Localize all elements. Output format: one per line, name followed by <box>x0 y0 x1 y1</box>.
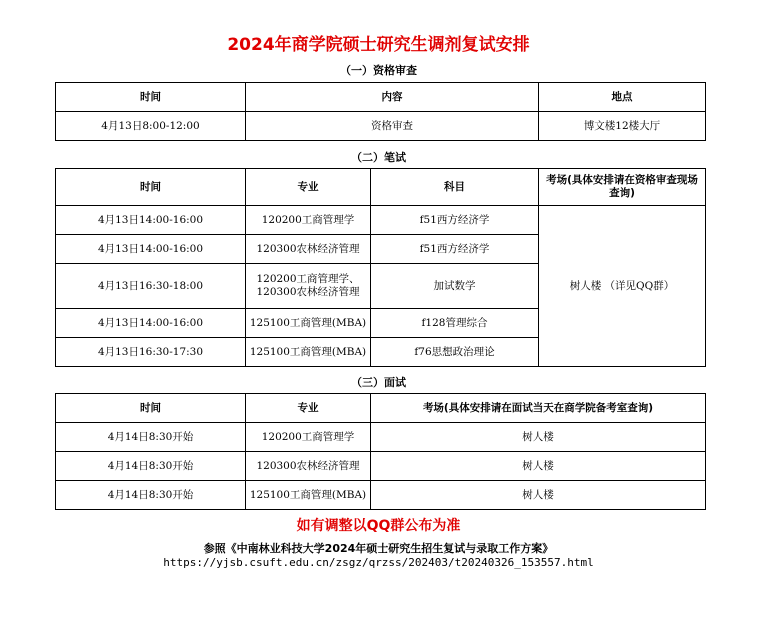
reference-line: 参照《中南林业科技大学2024年硕士研究生招生复试与录取工作方案》 <box>203 542 554 555</box>
cell-content: 资格审查 <box>246 112 539 141</box>
cell-subject: f51西方经济学 <box>371 235 539 264</box>
section-heading-qualification: （一）资格审查 <box>340 64 417 77</box>
header-major: 专业 <box>246 394 371 423</box>
header-venue: 考场(具体安排请在资格审查现场查询) <box>539 169 706 206</box>
cell-location: 博文楼12楼大厅 <box>539 112 706 141</box>
cell-venue: 树人楼 <box>371 481 706 510</box>
cell-major: 125100工商管理(MBA) <box>246 481 371 510</box>
cell-major: 120300农林经济管理 <box>246 235 371 264</box>
cell-major: 120200工商管理学 <box>246 206 371 235</box>
cell-subject: f51西方经济学 <box>371 206 539 235</box>
interview-table <box>55 393 706 510</box>
table-header-row <box>56 169 706 206</box>
table-row <box>56 423 706 452</box>
section-heading-interview: （三）面试 <box>351 376 406 389</box>
cell-subject: f128管理综合 <box>371 309 539 338</box>
cell-major: 125100工商管理(MBA) <box>246 309 371 338</box>
header-venue: 考场(具体安排请在面试当天在商学院备考室查询) <box>371 394 706 423</box>
cell-time: 4月13日14:00-16:00 <box>56 309 246 338</box>
cell-time: 4月13日16:30-17:30 <box>56 338 246 367</box>
header-time: 时间 <box>56 394 246 423</box>
adjustment-note: 如有调整以QQ群公布为准 <box>296 518 461 534</box>
cell-major: 120200工商管理学、120300农林经济管理 <box>246 264 371 309</box>
table-header-row <box>56 394 706 423</box>
table-header-row <box>56 83 706 112</box>
cell-time: 4月14日8:30开始 <box>56 481 246 510</box>
cell-time: 4月13日8:00-12:00 <box>56 112 246 141</box>
cell-time: 4月13日14:00-16:00 <box>56 206 246 235</box>
header-content: 内容 <box>246 83 539 112</box>
cell-venue: 树人楼 <box>371 423 706 452</box>
document-title: 2024年商学院硕士研究生调剂复试安排 <box>227 35 530 55</box>
header-time: 时间 <box>56 169 246 206</box>
section-heading-written-exam: （二）笔试 <box>351 151 406 164</box>
cell-venue: 树人楼 （详见QQ群） <box>539 206 706 367</box>
header-subject: 科目 <box>371 169 539 206</box>
header-location: 地点 <box>539 83 706 112</box>
written-exam-table <box>55 168 706 367</box>
cell-venue: 树人楼 <box>371 452 706 481</box>
cell-subject: f76思想政治理论 <box>371 338 539 367</box>
table-row <box>56 112 706 141</box>
cell-major: 120200工商管理学 <box>246 423 371 452</box>
cell-time: 4月13日16:30-18:00 <box>56 264 246 309</box>
cell-major: 125100工商管理(MBA) <box>246 338 371 367</box>
cell-time: 4月14日8:30开始 <box>56 452 246 481</box>
header-major: 专业 <box>246 169 371 206</box>
cell-subject: 加试数学 <box>371 264 539 309</box>
header-time: 时间 <box>56 83 246 112</box>
table-row <box>56 452 706 481</box>
cell-major: 120300农林经济管理 <box>246 452 371 481</box>
qualification-table <box>55 82 706 141</box>
table-row <box>56 206 706 235</box>
reference-url: https://yjsb.csuft.edu.cn/zsgz/qrzss/202403/t20240326_153557.html <box>163 556 594 569</box>
cell-time: 4月14日8:30开始 <box>56 423 246 452</box>
cell-time: 4月13日14:00-16:00 <box>56 235 246 264</box>
table-row <box>56 481 706 510</box>
